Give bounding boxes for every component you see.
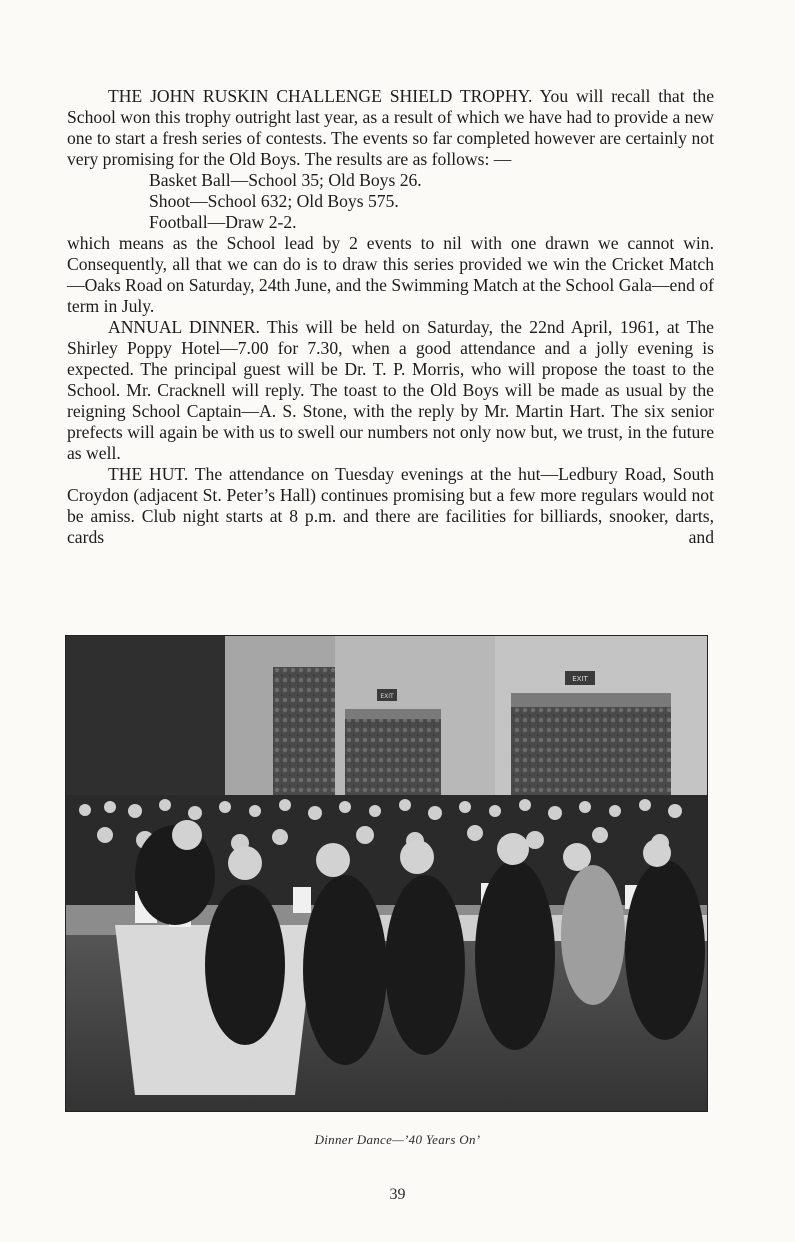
exit-sign-left-text: EXIT [380, 693, 394, 700]
exit-sign-right-text: EXIT [572, 675, 588, 683]
annual-dinner-paragraph: ANNUAL DINNER. This will be held on Saturday, the 22nd April, 1961, at The Shirley Poppy Hotel—7.00 for 7.30, when a good attendance and a jolly evening is expected. The principal guest will be Dr. T. P. Morris, who will propose the toast to the School. Mr. Cracknell will reply. The toast to the Old Boys will be made as usual by the reigning School Captain—A. S. Stone, with the reply by Mr. Martin Hart. The six senior prefects will again be with us to swell our numbers not only now but, we trust, in the future as well. [67, 317, 714, 463]
page-number: 39 [389, 1186, 406, 1203]
results-list [149, 170, 714, 233]
photo-caption: Dinner Dance—’40 Years On’ [314, 1132, 481, 1147]
dinner-dance-photo [65, 635, 708, 1112]
shield-conclusion-paragraph: which means as the School lead by 2 events to nil with one drawn we cannot win. Consequently, all that we can do is to draw this series provided we win the Cricket Match—Oaks Road on Saturday, 24th June, and the Swimming Match at the School Gala—end of term in July. [67, 233, 714, 316]
result-football: Football—Draw 2-2. [149, 212, 297, 232]
curtain-left [273, 667, 335, 807]
shield-trophy-paragraph: THE JOHN RUSKIN CHALLENGE SHIELD TROPHY. You will recall that the School won this trophy outright last year, as a result of which we have had to provide a new one to start a fresh series of contests. The events so far completed however are certainly not very promising for the Old Boys. The results are as follows: — [67, 86, 714, 169]
photo-illustration [65, 635, 708, 1112]
result-basketball: Basket Ball—School 35; Old Boys 26. [149, 170, 422, 190]
article-text [67, 86, 714, 548]
result-shoot: Shoot—School 632; Old Boys 575. [149, 191, 399, 211]
hut-paragraph: THE HUT. The attendance on Tuesday evenings at the hut—Ledbury Road, South Croydon (adjacent St. Peter’s Hall) continues promising but a few more regulars would not be amiss. Club night starts at 8 p.m. and there are facilities for billiards, snooker, darts, cards and [67, 464, 714, 547]
